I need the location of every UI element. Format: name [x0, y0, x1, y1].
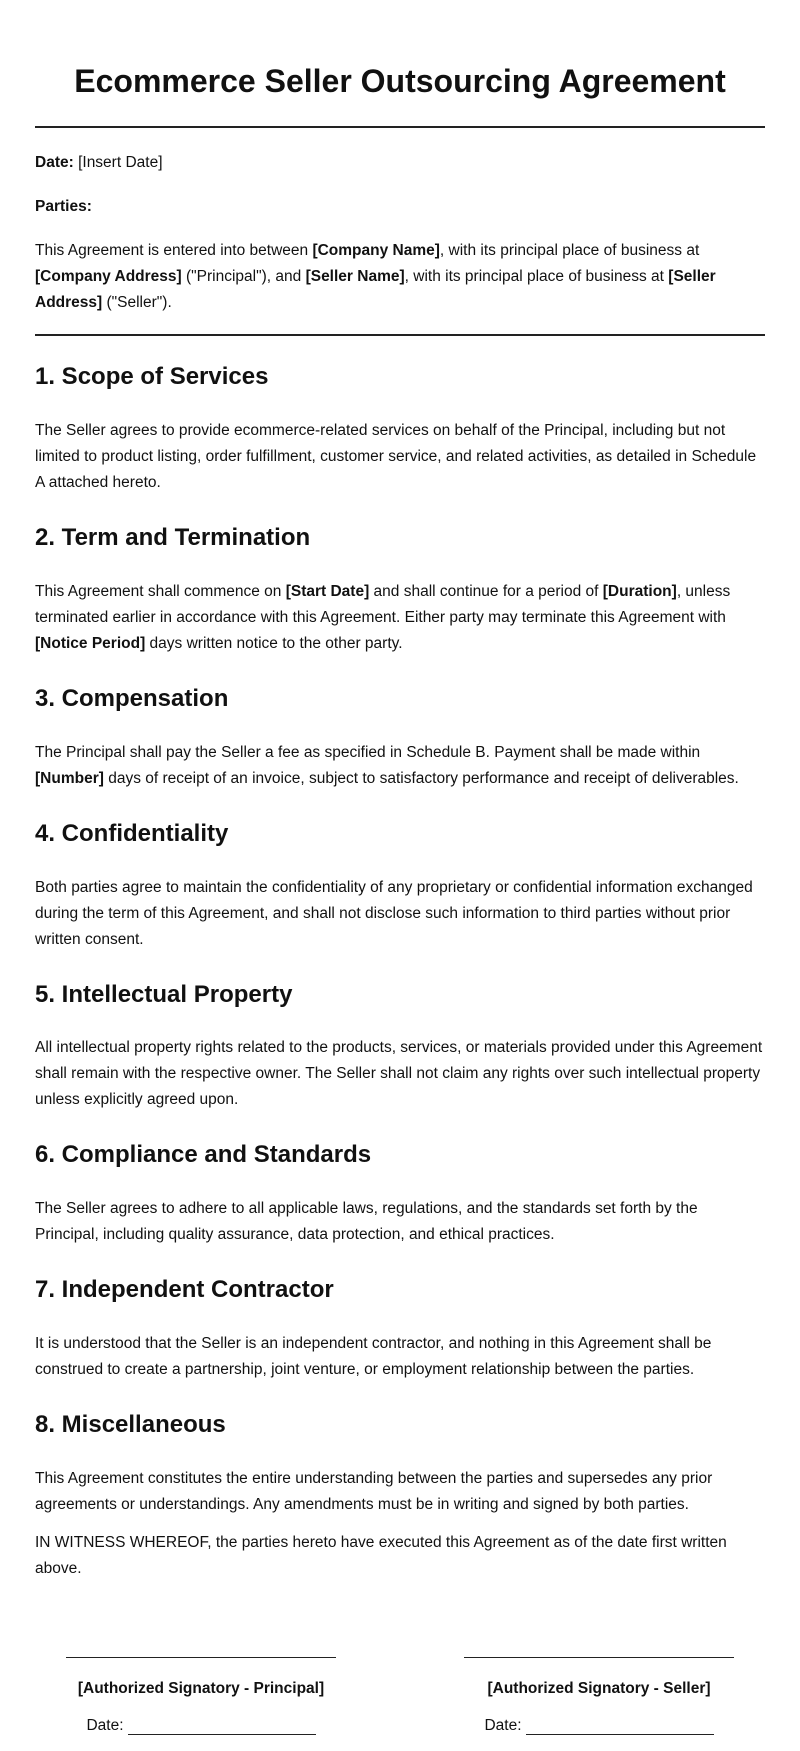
section-heading-confidentiality: 4. Confidentiality — [35, 819, 229, 847]
section-heading-term: 2. Term and Termination — [35, 524, 311, 552]
section-heading-scope: 1. Scope of Services — [35, 363, 269, 391]
seller-name-placeholder: [Seller Name] — [305, 268, 405, 286]
section-heading-misc: 8. Miscellaneous — [35, 1410, 226, 1438]
term-text-3: , unless terminated earlier in accordance with this Agreement. Either party may terminate this Agreement with — [35, 582, 731, 626]
intro-text-4: , with its principal place of business at — [404, 268, 669, 286]
seller-address-placeholder: [Seller Address] — [35, 268, 716, 312]
signature-line-seller[interactable] — [464, 1657, 734, 1658]
signature-seller — [464, 1632, 734, 1735]
signature-date-seller — [484, 1717, 713, 1735]
section-text-scope: The Seller agrees to provide ecommerce-related services on behalf of the Principal, including but not limited to product listing, order fulfillment, customer service, and related activities, as detailed in Schedule A attached hereto. — [35, 422, 757, 492]
section-heading-compliance: 6. Compliance and Standards — [35, 1141, 372, 1169]
start-date-placeholder: [Start Date] — [285, 582, 370, 600]
parties-intro — [35, 238, 765, 316]
signature-date-principal — [86, 1717, 315, 1735]
section-heading-contractor: 7. Independent Contractor — [35, 1276, 334, 1304]
term-text-4: days written notice to the other party. — [145, 634, 403, 652]
date-label-seller: Date: — [484, 1716, 522, 1734]
date-label: Date: — [35, 154, 74, 172]
compensation-text-2: days of receipt of an invoice, subject to satisfactory performance and receipt of deliverables. — [103, 769, 739, 787]
signatory-title-principal: [Authorized Signatory - Principal] — [77, 1679, 325, 1697]
section-text-contractor: It is understood that the Seller is an independent contractor, and nothing in this Agreement shall be construed to create a partnership, joint venture, or employment relationship between the parties. — [35, 1334, 712, 1378]
signature-block — [35, 1632, 765, 1735]
signatory-title-seller: [Authorized Signatory - Seller] — [487, 1679, 711, 1697]
section-text-term — [35, 579, 765, 657]
section-text-confidentiality: Both parties agree to maintain the confidentiality of any proprietary or confidential information exchanged during the term of this Agreement, and shall not disclose such information to third parties without prior written consent. — [35, 878, 753, 948]
date-blank-seller[interactable] — [526, 1717, 714, 1735]
company-address-placeholder: [Company Address] — [35, 268, 182, 286]
document-title: Ecommerce Seller Outsourcing Agreement — [74, 63, 726, 99]
section-text-misc: This Agreement constitutes the entire understanding between the parties and supersedes any prior agreements or understandings. Any amendments must be in writing and signed by both parties. — [35, 1469, 713, 1513]
notice-period-placeholder: [Notice Period] — [35, 634, 146, 652]
title-divider — [35, 126, 765, 128]
duration-placeholder: [Duration] — [602, 582, 677, 600]
term-text-1: This Agreement shall commence on — [35, 582, 286, 600]
signature-line-principal[interactable] — [66, 1657, 336, 1658]
parties-label — [35, 194, 765, 220]
section-text-ip: All intellectual property rights related to the products, services, or materials provided under this Agreement shall remain with the respective owner. The Seller shall not claim any rights over such intellectual property unless explicitly agreed upon. — [35, 1039, 763, 1109]
intro-text-1: This Agreement is entered into between — [35, 242, 313, 260]
witness-clause: IN WITNESS WHEREOF, the parties hereto have executed this Agreement as of the date first written above. — [35, 1533, 727, 1577]
section-text-compensation — [35, 740, 765, 792]
parties-divider — [35, 334, 765, 336]
term-text-2: and shall continue for a period of — [369, 582, 603, 600]
signature-principal — [66, 1632, 336, 1735]
intro-text-5: ("Seller"). — [102, 294, 172, 312]
date-label-principal: Date: — [86, 1716, 124, 1734]
section-heading-ip: 5. Intellectual Property — [35, 980, 293, 1008]
intro-text-2: , with its principal place of business at — [439, 242, 700, 260]
section-text-compliance: The Seller agrees to adhere to all applicable laws, regulations, and the standards set forth by the Principal, including quality assurance, data protection, and ethical practices. — [35, 1200, 698, 1244]
date-line — [35, 150, 765, 176]
compensation-text-1: The Principal shall pay the Seller a fee as specified in Schedule B. Payment shall be made within — [35, 743, 701, 761]
number-placeholder: [Number] — [35, 769, 104, 787]
intro-text-3: ("Principal"), and — [181, 268, 306, 286]
parties-label-text: Parties: — [35, 198, 92, 216]
company-name-placeholder: [Company Name] — [312, 242, 440, 260]
date-value: [Insert Date] — [78, 154, 163, 172]
section-heading-compensation: 3. Compensation — [35, 684, 229, 712]
date-blank-principal[interactable] — [128, 1717, 316, 1735]
